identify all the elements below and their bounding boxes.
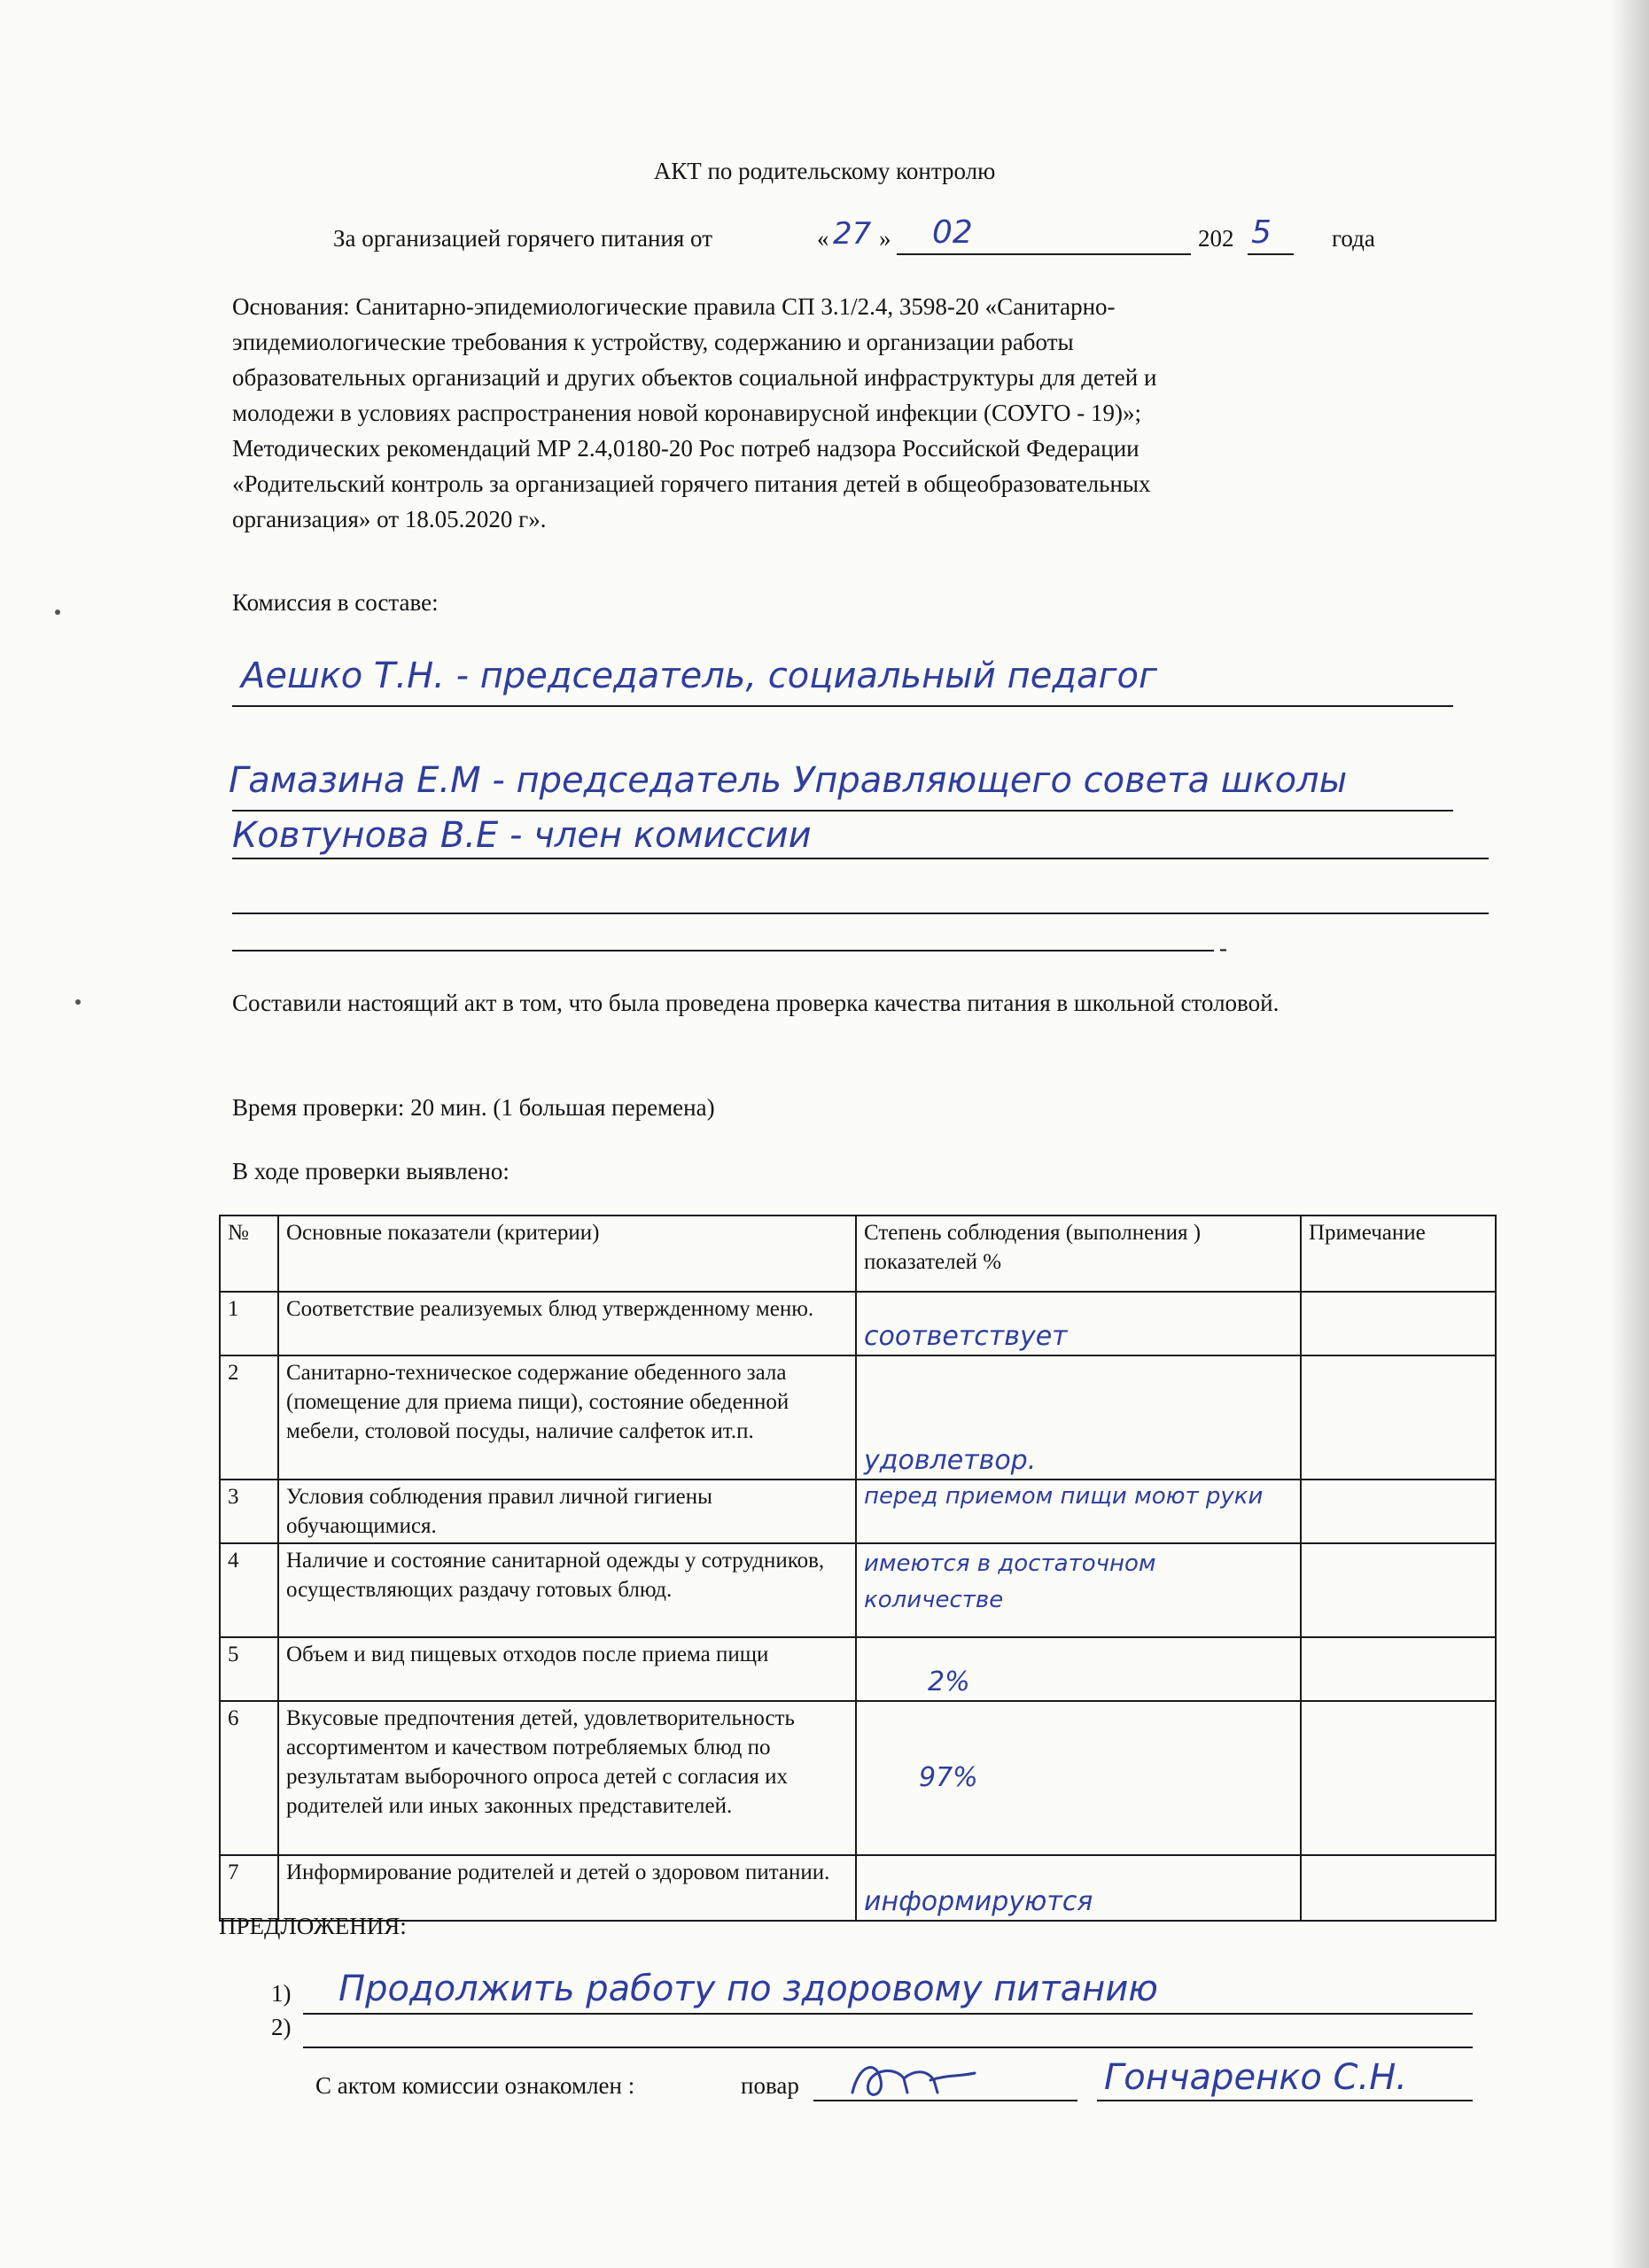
row-result-value: удовлетвор. (864, 1445, 1037, 1476)
row-criterion: Соответствие реализуемых блюд утвержденному меню. (278, 1292, 856, 1355)
acknowledge-role: повар (741, 2072, 799, 2099)
signature-image (842, 2054, 984, 2107)
document-title: АКТ по родительскому контролю (653, 158, 996, 184)
row-number: 4 (220, 1543, 278, 1637)
row-criterion: Объем и вид пищевых отходов после приема пищи (278, 1637, 856, 1701)
date-day-close: » (879, 225, 891, 252)
table-row (220, 1292, 1496, 1355)
row-result-value: имеются в достаточном количестве (864, 1550, 1156, 1613)
row-number: 1 (220, 1292, 278, 1355)
act-statement: Составили настоящий акт в том, что была проведена проверка качества питания в школьной столовой. (232, 990, 1280, 1016)
acknowledge-label: С актом комиссии ознакомлен : (315, 2072, 635, 2099)
scan-edge-shadow (1610, 0, 1649, 2268)
date-month: 02 (932, 214, 973, 251)
check-time: Время проверки: 20 мин. (1 большая перемена) (232, 1094, 715, 1121)
row-number: 5 (220, 1637, 278, 1701)
basis-paragraph (232, 289, 1420, 537)
table-row (220, 1637, 1496, 1701)
row-note (1301, 1292, 1496, 1355)
table-row (220, 1355, 1496, 1480)
basis-line: организация» от 18.05.2020 г». (232, 506, 547, 532)
basis-line: образовательных организаций и других объектов социальной инфраструктуры для детей и (232, 364, 1157, 391)
row-note (1301, 1855, 1496, 1921)
date-year-underline (1248, 253, 1294, 255)
findings-label: В ходе проверки выявлено: (232, 1158, 509, 1184)
proposals-label: ПРЕДЛОЖЕНИЯ: (219, 1913, 407, 1939)
table-row (220, 1701, 1496, 1855)
commission-trailing-mark: - (1219, 935, 1227, 961)
basis-line: молодежи в условиях распространения новой коронавирусной инфекции (СОУГО - 19)»; (232, 400, 1141, 426)
row-result (856, 1355, 1301, 1480)
row-number: 6 (220, 1701, 278, 1855)
row-result-value: 97% (919, 1761, 978, 1793)
commission-line (232, 913, 1489, 914)
row-criterion: Наличие и состояние санитарной одежды у сотрудников, осуществляющих раздачу готовых блюд. (278, 1543, 856, 1637)
header-number: № (220, 1216, 278, 1292)
row-number: 2 (220, 1355, 278, 1480)
row-note (1301, 1543, 1496, 1637)
commission-member: Ковтунова В.Е - член комиссии (232, 815, 812, 856)
date-year-prefix: 202 (1198, 225, 1234, 252)
row-result (856, 1543, 1301, 1637)
proposal-number: 1) (271, 1980, 292, 2007)
date-year-digit: 5 (1251, 214, 1272, 251)
proposal-line (303, 2013, 1473, 2015)
table-row (220, 1543, 1496, 1637)
row-criterion: Санитарно-техническое содержание обеденного зала (помещение для приема пищи), состояние обеденной мебели, столовой посуды, наличие салфеток ит.п. (278, 1355, 856, 1480)
row-number: 7 (220, 1855, 278, 1921)
commission-member: Гамазина Е.М - председатель Управляющего совета школы (229, 760, 1348, 801)
criteria-table (219, 1215, 1497, 1922)
row-number: 3 (220, 1480, 278, 1543)
row-note (1301, 1355, 1496, 1480)
row-result-value: 2% (928, 1666, 970, 1697)
commission-line (232, 950, 1214, 951)
row-result-value: соответствует (864, 1321, 1068, 1352)
row-note (1301, 1701, 1496, 1855)
acknowledge-name: Гончаренко С.Н. (1104, 2057, 1407, 2098)
date-day-open: « (817, 225, 829, 252)
basis-line: «Родительский контроль за организацией горячего питания детей в общеобразовательных (232, 470, 1151, 497)
basis-line: Методических рекомендаций МР 2.4,0180-20 Рос потреб надзора Российской Федерации (232, 435, 1140, 462)
header-criterion: Основные показатели (критерии) (278, 1216, 856, 1292)
commission-line (232, 858, 1489, 859)
proposal-number: 2) (271, 2014, 292, 2040)
row-criterion: Условия соблюдения правил личной гигиены обучающимися. (278, 1480, 856, 1543)
header-note: Примечание (1301, 1216, 1496, 1292)
row-result (856, 1855, 1301, 1921)
date-suffix: года (1332, 225, 1375, 252)
table-row (220, 1480, 1496, 1543)
table-header-row (220, 1216, 1496, 1292)
date-prefix: За организацией горячего питания от (333, 225, 713, 252)
row-result (856, 1292, 1301, 1355)
row-note (1301, 1480, 1496, 1543)
header-result: Степень соблюдения (выполнения ) показателей % (856, 1216, 1301, 1292)
date-day: 27 (833, 216, 872, 252)
commission-line (232, 810, 1453, 812)
row-result-value: информируются (864, 1886, 1093, 1917)
proposal-line (303, 2047, 1473, 2048)
row-criterion: Вкусовые предпочтения детей, удовлетворительность ассортиментом и качеством потребляемых блюд по результатам выборочного опроса детей с согласия их родителей или иных законных представителей. (278, 1701, 856, 1855)
date-month-underline (897, 253, 1191, 255)
commission-member: Аешко Т.Н. - председатель, социальный педагог (241, 656, 1158, 696)
row-criterion: Информирование родителей и детей о здоровом питании. (278, 1855, 856, 1921)
basis-line: Основания: Санитарно-эпидемиологические правила СП 3.1/2.4, 3598-20 «Санитарно- (232, 293, 1116, 320)
scan-speck (55, 610, 60, 615)
row-result (856, 1480, 1301, 1543)
row-result-value: перед приемом пищи моют руки (864, 1483, 1264, 1510)
row-note (1301, 1637, 1496, 1701)
proposal-text: Продолжить работу по здоровому питанию (338, 1969, 1158, 2009)
row-result (856, 1637, 1301, 1701)
signature-line (813, 2100, 1077, 2101)
basis-line: эпидемиологические требования к устройству, содержанию и организации работы (232, 329, 1074, 355)
scan-speck (75, 999, 81, 1005)
name-line (1097, 2100, 1473, 2101)
row-result (856, 1701, 1301, 1855)
commission-line (232, 705, 1453, 707)
table-row (220, 1855, 1496, 1921)
commission-label: Комиссия в составе: (232, 589, 439, 616)
